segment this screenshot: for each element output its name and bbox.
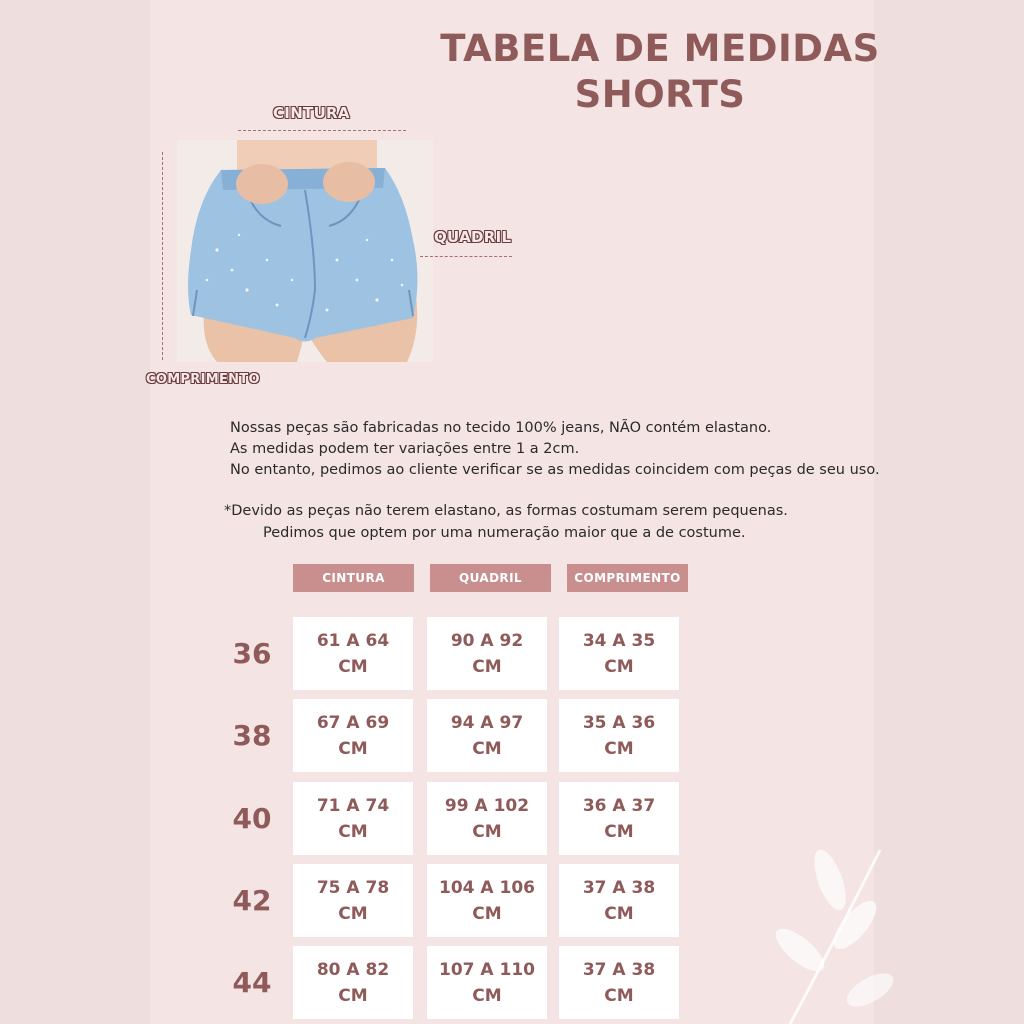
info-line: As medidas podem ter variações entre 1 a 2cm. <box>230 441 580 457</box>
note-line: Pedimos que optem por uma numeração maior que a de costume. <box>263 525 746 541</box>
table-row <box>0 617 1024 690</box>
page-title <box>440 26 880 118</box>
cell-quadril <box>427 864 547 937</box>
header-quadril: QUADRIL <box>430 564 551 592</box>
cell-quadril <box>427 699 547 772</box>
cell-unit: CM <box>472 985 502 1006</box>
size-number: 36 <box>232 637 272 670</box>
cell-comprimento <box>559 782 679 855</box>
cell-quadril <box>427 946 547 1019</box>
cell-quadril <box>427 782 547 855</box>
cell-comprimento <box>559 864 679 937</box>
length-measure-line <box>162 152 163 360</box>
cell-cintura <box>293 782 413 855</box>
size-number: 38 <box>232 719 272 752</box>
leaf-decoration <box>760 820 900 1024</box>
cell-value: 94 A 97 <box>450 712 524 733</box>
cell-value: 37 A 38 <box>582 877 656 898</box>
cell-cintura <box>293 617 413 690</box>
info-line: No entanto, pedimos ao cliente verificar se as medidas coincidem com peças de seu uso. <box>230 462 880 478</box>
cell-unit: CM <box>338 903 368 924</box>
size-number: 40 <box>232 802 272 835</box>
title-line-1: TABELA DE MEDIDAS <box>440 27 880 70</box>
cell-value: 90 A 92 <box>450 630 524 651</box>
cell-value: 67 A 69 <box>316 712 390 733</box>
cell-value: 37 A 38 <box>582 959 656 980</box>
cell-value: 75 A 78 <box>316 877 390 898</box>
cell-value: 34 A 35 <box>582 630 656 651</box>
size-number: 42 <box>232 884 272 917</box>
length-label: COMPRIMENTO <box>146 372 260 387</box>
cell-unit: CM <box>338 821 368 842</box>
cell-value: 71 A 74 <box>316 795 390 816</box>
cell-comprimento <box>559 617 679 690</box>
cell-cintura <box>293 946 413 1019</box>
title-line-2: SHORTS <box>574 73 746 116</box>
cell-unit: CM <box>338 656 368 677</box>
hip-label: QUADRIL <box>434 228 512 246</box>
header-comprimento: COMPRIMENTO <box>567 564 688 592</box>
cell-cintura <box>293 864 413 937</box>
cell-value: 80 A 82 <box>316 959 390 980</box>
cell-unit: CM <box>472 656 502 677</box>
cell-comprimento <box>559 699 679 772</box>
cell-unit: CM <box>338 985 368 1006</box>
table-row <box>0 699 1024 772</box>
cell-unit: CM <box>604 821 634 842</box>
sizing-note <box>224 500 804 544</box>
cell-value: 35 A 36 <box>582 712 656 733</box>
cell-comprimento <box>559 946 679 1019</box>
waist-measure-line <box>238 130 406 131</box>
cell-unit: CM <box>604 656 634 677</box>
cell-value: 36 A 37 <box>582 795 656 816</box>
cell-unit: CM <box>472 821 502 842</box>
hip-measure-line <box>420 256 512 257</box>
shorts-photo <box>177 140 433 362</box>
cell-unit: CM <box>338 738 368 759</box>
table-header <box>0 564 1024 592</box>
cell-quadril <box>427 617 547 690</box>
cell-cintura <box>293 699 413 772</box>
header-cintura: CINTURA <box>293 564 414 592</box>
waist-label: CINTURA <box>273 104 350 122</box>
cell-unit: CM <box>604 985 634 1006</box>
cell-value: 99 A 102 <box>444 795 530 816</box>
cell-unit: CM <box>604 903 634 924</box>
cell-unit: CM <box>604 738 634 759</box>
cell-unit: CM <box>472 738 502 759</box>
cell-value: 107 A 110 <box>439 959 535 980</box>
info-line: Nossas peças são fabricadas no tecido 100% jeans, NÃO contém elastano. <box>230 420 772 436</box>
size-number: 44 <box>232 966 272 999</box>
cell-value: 104 A 106 <box>439 877 535 898</box>
fabric-info <box>230 418 890 481</box>
cell-unit: CM <box>472 903 502 924</box>
note-line: *Devido as peças não terem elastano, as formas costumam serem pequenas. <box>224 503 788 519</box>
cell-value: 61 A 64 <box>316 630 390 651</box>
